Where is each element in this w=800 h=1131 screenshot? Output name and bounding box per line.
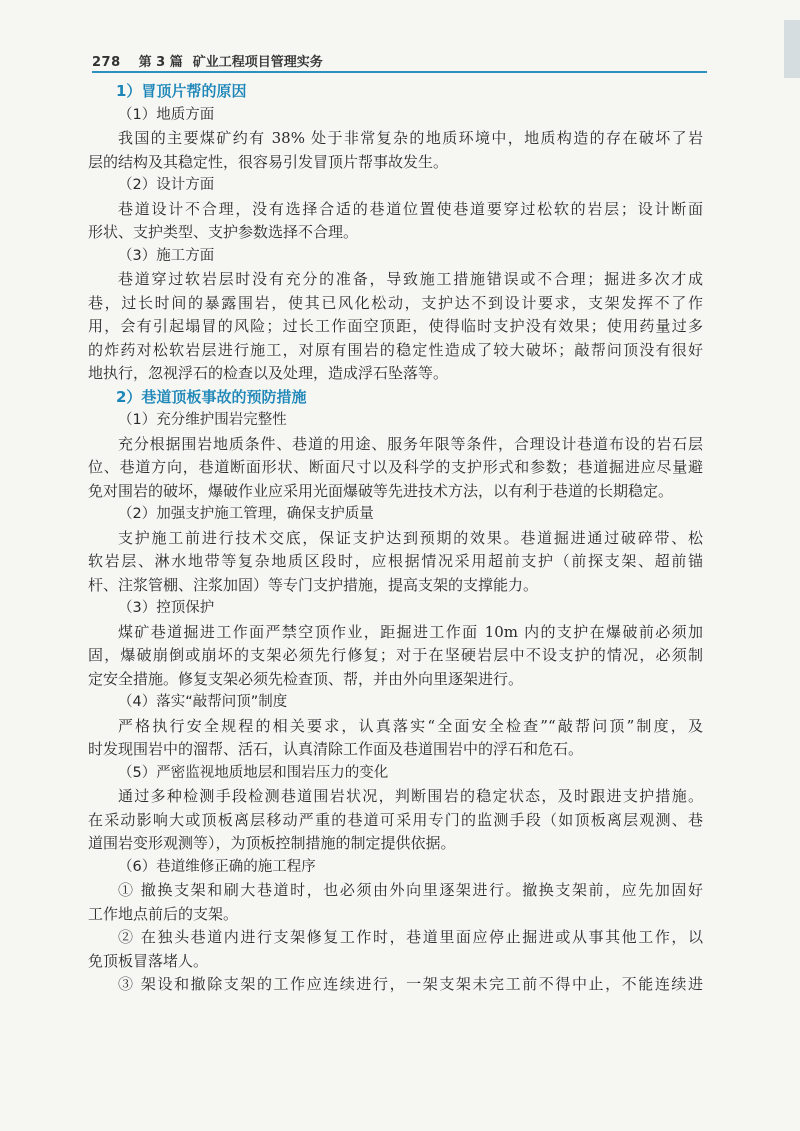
paragraph-line: 的炸药对松软岩层进行施工，对原有围岩的稳定性造成了较大破坏；敲帮问顶没有很好	[88, 340, 703, 359]
subsection-heading: （6）巷道维修正确的施工程序	[118, 858, 316, 875]
paragraph-line: 形状、支护类型、支护参数选择不合理。	[88, 223, 359, 241]
header-divider	[92, 71, 707, 73]
paragraph-line: ② 在独头巷道内进行支架修复工作时，巷道里面应停止掘进或从事其他工作，以	[118, 928, 703, 946]
section-heading: 1）冒顶片帮的原因	[116, 82, 247, 100]
paragraph-line: 层的结构及其稳定性，很容易引发冒顶片帮事故发生。	[88, 152, 449, 171]
paragraph-line: ① 撤换支架和刷大巷道时，也必须由外向里逐架进行。撤换支架前，应先加固好	[118, 881, 703, 899]
paragraph-line: 通过多种检测手段检测巷道围岩状况，判断围岩的稳定状态，及时跟进支护措施。	[118, 787, 703, 805]
paragraph-line: 用，会有引起塌冒的风险；过长工作面空顶距，使得临时支护没有效果；使用药量过多	[88, 317, 703, 335]
paragraph-line: 在采动影响大或顶板离层移动严重的巷道可采用专门的监测手段（如顶板离层观测、巷	[88, 810, 703, 829]
book-title: 矿业工程项目管理实务	[192, 55, 323, 70]
paragraph-line: 巷道设计不合理，没有选择合适的巷道位置使巷道要穿过松软的岩层；设计断面	[118, 199, 703, 218]
subsection-heading: （2）加强支护施工管理，确保支护质量	[118, 506, 374, 522]
paragraph-line: 工作地点前后的支架。	[88, 904, 239, 923]
paragraph-line: 我国的主要煤矿约有 38% 处于非常复杂的地质环境中，地质构造的存在破坏了岩	[118, 129, 703, 147]
paragraph-line: 严格执行安全规程的相关要求，认真落实“全面安全检查”“敲帮问顶”制度，及	[118, 716, 703, 735]
subsection-heading: （1）充分维护围岩完整性	[118, 412, 287, 428]
paragraph-line: 巷，过长时间的暴露围岩，使其已风化松动，支护达不到设计要求，支架发挥不了作	[88, 293, 703, 312]
paragraph-line: 位、巷道方向，巷道断面形状、断面尺寸以及科学的支护形式和参数；巷道掘进应尽量避	[88, 458, 703, 476]
paragraph-line: 固，爆破崩倒或崩坏的支架必须先行修复；对于在坚硬岩层中不设支护的情况，必须制	[88, 646, 703, 664]
paragraph-line: 软岩层、淋水地带等复杂地质区段时，应根据情况采用超前支护（前探支架、超前锚	[88, 552, 703, 570]
subsection-heading: （3）控顶保护	[118, 600, 215, 616]
subsection-heading: （3）施工方面	[118, 247, 215, 264]
paragraph-line: 道围岩变形观测等），为顶板控制措施的制定提供依据。	[88, 834, 456, 852]
paragraph-line: 煤矿巷道掘进工作面严禁空顶作业，距掘进工作面 10m 内的支护在爆破前必须加	[118, 622, 703, 641]
paragraph-line: 支护施工前进行技术交底，保证支护达到预期的效果。巷道掘进通过破碎带、松	[118, 528, 703, 547]
paragraph-line: 充分根据围岩地质条件、巷道的用途、服务年限等条件，合理设计巷道布设的岩石层	[118, 434, 703, 453]
paragraph-line: 免对围岩的破坏，爆破作业应采用光面爆破等先进技术方法，以有利于巷道的长期稳定。	[88, 481, 674, 500]
paragraph-line: 时发现围岩中的溜帮、活石，认真清除工作面及巷道围岩中的浮石和危石。	[88, 740, 584, 758]
subsection-heading: （1）地质方面	[118, 106, 215, 123]
subsection-heading: （2）设计方面	[118, 177, 215, 193]
paragraph-line: 定安全措施。修复支架必须先检查顶、帮，并由外向里逐架进行。	[88, 669, 524, 688]
subsection-heading: （5）严密监视地质地层和围岩压力的变化	[118, 764, 389, 781]
chapter-label: 第 3 篇	[138, 55, 183, 70]
subsection-heading: （4）落实“敲帮问顶”制度	[118, 694, 288, 710]
paragraph-line: 免顶板冒落堵人。	[88, 951, 209, 970]
section-heading: 2）巷道顶板事故的预防措施	[116, 387, 307, 406]
page-number: 278	[92, 55, 121, 70]
running-header	[92, 44, 707, 70]
paragraph-line: 地执行，忽视浮石的检查以及处理，造成浮石坠落等。	[88, 364, 449, 382]
paragraph-line: ③ 架设和撤除支架的工作应连续进行，一架支架未完工前不得中止，不能连续进	[118, 975, 703, 993]
body-text	[88, 80, 703, 997]
page-edge-tab	[784, 20, 800, 78]
paragraph-line: 巷道穿过软岩层时没有充分的准备，导致施工措施错误或不合理；掘进多次才成	[118, 270, 703, 288]
paragraph-line: 杆、注浆管棚、注浆加固）等专门支护措施，提高支架的支撑能力。	[88, 575, 539, 594]
